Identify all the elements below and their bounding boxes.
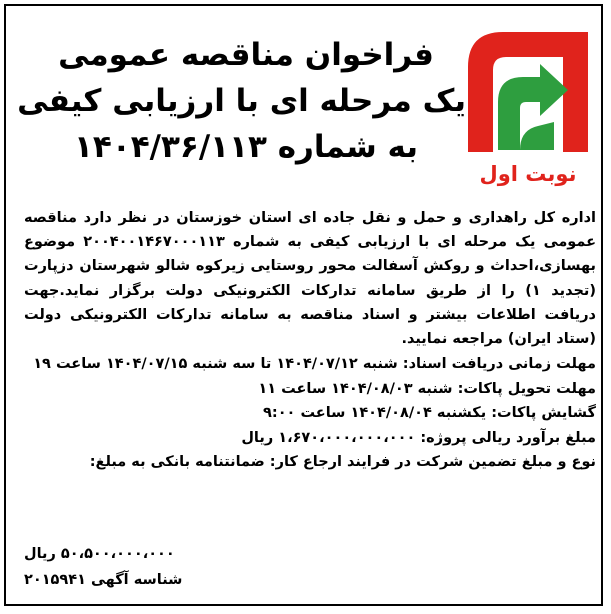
title-line-2: یک مرحله ای با ارزیابی کیفی <box>17 83 466 119</box>
guarantee-type: نوع و مبلغ تضمین شرکت در فرایند ارجاع کار: ضمانتنامه بانکی به مبلغ: <box>89 454 596 471</box>
rmto-logo-icon <box>458 22 598 162</box>
project-estimate: مبلغ برآورد ریالی پروژه: ۱،۶۷۰،۰۰۰،۰۰۰،۰۰۰ ریال <box>241 429 596 446</box>
envelope-delivery: مهلت تحویل پاکات: شنبه ۱۴۰۴/۰۸/۰۳ ساعت ۱۱ <box>258 380 596 397</box>
notice-details <box>24 352 596 475</box>
title-line-1: فراخوان مناقصه عمومی <box>58 37 434 73</box>
notice-title <box>17 32 466 170</box>
envelope-opening: گشایش پاکات: یکشنبه ۱۴۰۴/۰۸/۰۴ ساعت ۹:۰۰ <box>263 405 596 422</box>
title-line-3: به شماره ۱۴۰۴/۳۶/۱۱۳ <box>73 129 419 165</box>
logo-label: نوبت اول <box>479 162 577 186</box>
logo <box>458 22 606 192</box>
tender-notice-frame <box>4 4 603 606</box>
body-paragraph: اداره کل راهداری و حمل و نقل جاده ای استان خوزستان در نظر دارد مناقصه عمومی یک مرحله ای با ارزیابی کیفی به شماره ۲۰۰۴۰۰۱۴۶۷۰۰۰۱۱۳ موضوع بهسازی،احداث و روکش آسفالت محور روستایی زیرکوه شالو شهرستان دزپارت (تجدید ۱) را از طریق سامانه تدارکات الکترونیکی دولت برگزار نماید.جهت دریافت اطلاعات بیشتر و اسناد مناقصه به سامانه تدارکات الکترونیکی دولت (ستاد ایران) مراجعه نمایید. <box>24 210 597 348</box>
doc-deadline: مهلت زمانی دریافت اسناد: شنبه ۱۴۰۴/۰۷/۱۲ تا سه شنبه ۱۴۰۴/۰۷/۱۵ ساعت ۱۹ <box>33 356 596 372</box>
ad-id: شناسه آگهی ۲۰۱۵۹۴۱ <box>24 572 183 588</box>
notice-body <box>24 206 596 351</box>
guarantee-amount: ۵۰،۵۰۰،۰۰۰،۰۰۰ ریال <box>24 546 175 562</box>
